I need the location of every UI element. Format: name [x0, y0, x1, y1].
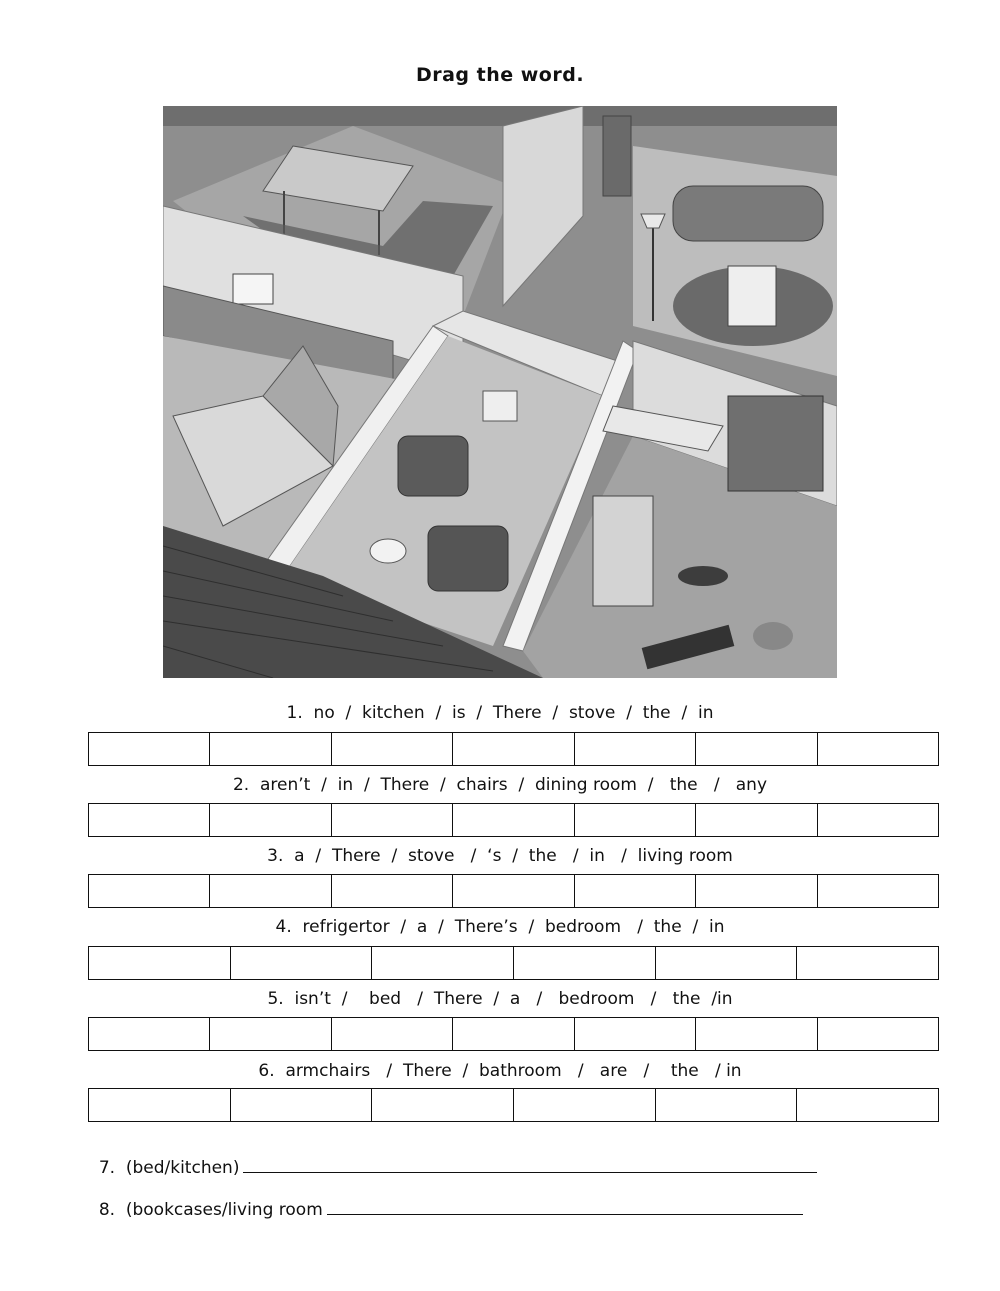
- sentence-2-answer-row: [88, 803, 939, 837]
- answer-drop-box[interactable]: [210, 804, 331, 836]
- sentence-5-answer-row: [88, 1017, 939, 1051]
- sentence-1-answer-row: [88, 732, 939, 766]
- sentence-6-answer-row: [88, 1088, 939, 1122]
- house-illustration: [163, 106, 837, 678]
- write-item-8-label: 8. (bookcases/living room: [98, 1200, 323, 1220]
- answer-drop-box[interactable]: [818, 1018, 938, 1050]
- answer-drop-box[interactable]: [797, 947, 938, 979]
- answer-drop-box[interactable]: [332, 1018, 453, 1050]
- sentence-1-prompt: 1. no / kitchen / is / There / stove / the / in: [286, 703, 714, 723]
- answer-drop-box[interactable]: [453, 875, 574, 907]
- answer-drop-box[interactable]: [89, 1089, 231, 1121]
- answer-drop-box[interactable]: [818, 804, 938, 836]
- answer-drop-box[interactable]: [89, 875, 210, 907]
- answer-drop-box[interactable]: [453, 1018, 574, 1050]
- answer-drop-box[interactable]: [453, 733, 574, 765]
- answer-drop-box[interactable]: [210, 875, 331, 907]
- write-item-7-label: 7. (bed/kitchen): [98, 1158, 240, 1178]
- answer-drop-box[interactable]: [372, 947, 514, 979]
- answer-drop-box[interactable]: [210, 1018, 331, 1050]
- write-item-7-answer-line[interactable]: [243, 1158, 817, 1173]
- answer-drop-box[interactable]: [231, 1089, 373, 1121]
- house-floor-plan-image: [163, 106, 837, 678]
- answer-drop-box[interactable]: [210, 733, 331, 765]
- sentence-4-answer-row: [88, 946, 939, 980]
- answer-drop-box[interactable]: [797, 1089, 938, 1121]
- answer-drop-box[interactable]: [514, 1089, 656, 1121]
- answer-drop-box[interactable]: [575, 1018, 696, 1050]
- answer-drop-box[interactable]: [696, 1018, 817, 1050]
- answer-drop-box[interactable]: [89, 947, 231, 979]
- answer-drop-box[interactable]: [453, 804, 574, 836]
- sentence-2-prompt: 2. aren’t / in / There / chairs / dining room / the / any: [232, 775, 768, 795]
- answer-drop-box[interactable]: [696, 875, 817, 907]
- answer-drop-box[interactable]: [89, 1018, 210, 1050]
- sentence-6-prompt: 6. armchairs / There / bathroom / are / the / in: [258, 1061, 742, 1081]
- answer-drop-box[interactable]: [514, 947, 656, 979]
- answer-drop-box[interactable]: [332, 804, 453, 836]
- sentence-5-prompt: 5. isn’t / bed / There / a / bedroom / the /in: [267, 989, 733, 1009]
- answer-drop-box[interactable]: [696, 733, 817, 765]
- answer-drop-box[interactable]: [818, 875, 938, 907]
- answer-drop-box[interactable]: [656, 1089, 798, 1121]
- answer-drop-box[interactable]: [332, 733, 453, 765]
- answer-drop-box[interactable]: [696, 804, 817, 836]
- answer-drop-box[interactable]: [89, 804, 210, 836]
- sentence-3-prompt: 3. a / There / stove / ‘s / the / in / living room: [267, 846, 733, 866]
- answer-drop-box[interactable]: [89, 733, 210, 765]
- write-item-7: [88, 1138, 817, 1178]
- answer-drop-box[interactable]: [575, 733, 696, 765]
- answer-drop-box[interactable]: [818, 733, 938, 765]
- answer-drop-box[interactable]: [575, 875, 696, 907]
- write-item-8: [88, 1180, 803, 1220]
- worksheet-title: Drag the word.: [415, 64, 585, 86]
- answer-drop-box[interactable]: [332, 875, 453, 907]
- answer-drop-box[interactable]: [656, 947, 798, 979]
- sentence-4-prompt: 4. refrigertor / a / There’s / bedroom / the / in: [275, 917, 725, 937]
- answer-drop-box[interactable]: [372, 1089, 514, 1121]
- answer-drop-box[interactable]: [231, 947, 373, 979]
- sentence-3-answer-row: [88, 874, 939, 908]
- answer-drop-box[interactable]: [575, 804, 696, 836]
- write-item-8-answer-line[interactable]: [327, 1200, 803, 1215]
